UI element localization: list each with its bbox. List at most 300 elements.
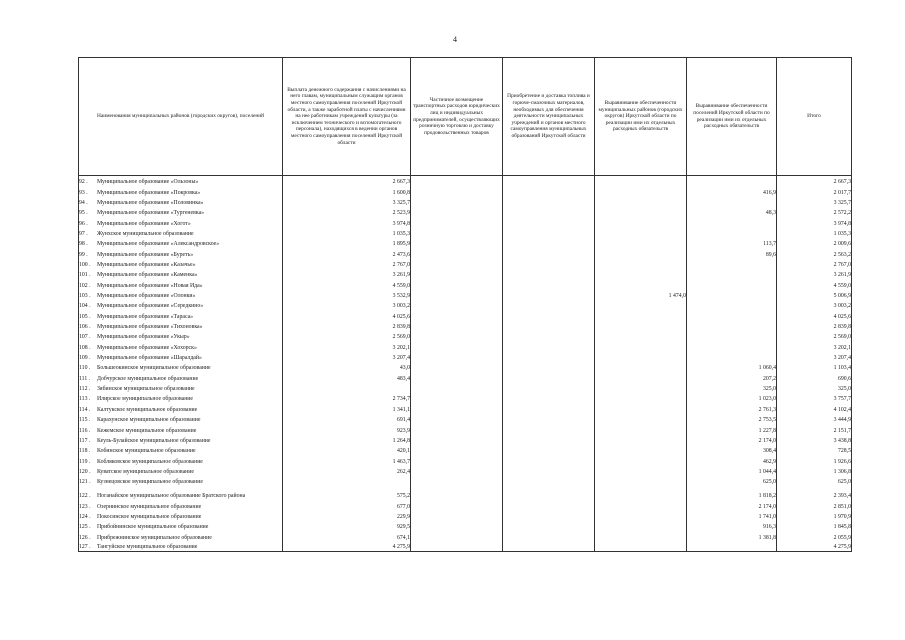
cell-c5: 207,2 — [687, 372, 777, 382]
row-name-cell — [79, 196, 283, 206]
table-body — [79, 176, 852, 552]
cell-c1: 691,4 — [283, 413, 411, 423]
cell-c4 — [595, 176, 687, 186]
cell-c4 — [595, 331, 687, 341]
row-name-cell — [79, 403, 283, 413]
cell-c1: 3 003,2 — [283, 300, 411, 310]
row-number: 120 . — [79, 468, 91, 475]
cell-c2 — [411, 258, 503, 268]
cell-c5: 1 381,8 — [687, 531, 777, 541]
cell-total: 2 563,2 — [777, 248, 852, 258]
cell-total: 4 559,0 — [777, 279, 852, 289]
row-number: 123 . — [79, 503, 91, 510]
cell-c5: 48,3 — [687, 207, 777, 217]
cell-c2 — [411, 238, 503, 248]
table-row — [79, 269, 852, 279]
cell-c5: 2 174,0 — [687, 500, 777, 510]
row-number: 105 . — [79, 313, 91, 320]
cell-total: 1 845,8 — [777, 521, 852, 531]
row-name-cell — [79, 341, 283, 351]
table-row — [79, 500, 852, 510]
cell-c1: 1 463,7 — [283, 455, 411, 465]
header-district-equalization: Выравнивание обеспеченности муниципальных районов (городских округов) Иркутской области по реализации ими их отдельных расходных обязательств — [595, 58, 687, 176]
row-name-cell — [79, 455, 283, 465]
table-row — [79, 341, 852, 351]
table-row — [79, 207, 852, 217]
row-name: Кежемское муниципальное образование — [97, 427, 197, 434]
cell-c4: 1 474,0 — [595, 289, 687, 299]
cell-c5: 1 818,2 — [687, 486, 777, 500]
row-name: Калтукское муниципальное образование — [97, 406, 198, 413]
cell-c4 — [595, 351, 687, 361]
cell-c2 — [411, 372, 503, 382]
row-number: 125 . — [79, 524, 91, 531]
cell-c3 — [503, 341, 595, 351]
table-row — [79, 196, 852, 206]
row-name-cell — [79, 382, 283, 392]
row-name: Большеокинское муниципальное образование — [97, 365, 211, 372]
cell-c3 — [503, 186, 595, 196]
row-name: Муниципальное образование «Казачье» — [97, 262, 196, 268]
cell-total: 3 757,7 — [777, 393, 852, 403]
cell-c2 — [411, 289, 503, 299]
cell-c2 — [411, 403, 503, 413]
table-row — [79, 531, 852, 541]
cell-c4 — [595, 196, 687, 206]
cell-c2 — [411, 510, 503, 520]
cell-c1: 2 523,9 — [283, 207, 411, 217]
row-number: 99 . — [79, 251, 88, 258]
row-number: 101 . — [79, 272, 91, 279]
cell-c2 — [411, 279, 503, 289]
cell-c1: 3 974,8 — [283, 217, 411, 227]
cell-c4 — [595, 531, 687, 541]
row-name: Муниципальное образование «Тургеневка» — [97, 210, 205, 217]
cell-total: 5 006,9 — [777, 289, 852, 299]
cell-c3 — [503, 310, 595, 320]
cell-c4 — [595, 382, 687, 392]
cell-total: 1 103,4 — [777, 362, 852, 372]
cell-c1: 3 202,1 — [283, 341, 411, 351]
table-row — [79, 176, 852, 186]
cell-c1: 3 261,9 — [283, 269, 411, 279]
cell-c3 — [503, 227, 595, 237]
row-name-cell — [79, 217, 283, 227]
row-number: 110 . — [79, 365, 91, 372]
cell-total: 325,0 — [777, 382, 852, 392]
row-name: Прибойнинское муниципальное образование — [97, 524, 209, 531]
cell-c4 — [595, 279, 687, 289]
header-total: Итого — [777, 58, 852, 176]
cell-c1: 929,5 — [283, 521, 411, 531]
row-number: 118 . — [79, 448, 91, 455]
row-name-cell — [79, 531, 283, 541]
row-name-cell — [79, 227, 283, 237]
row-name: Прибрежнинское муниципальное образование — [97, 534, 212, 541]
row-number: 117 . — [79, 437, 91, 444]
cell-c3 — [503, 372, 595, 382]
row-number: 92 . — [79, 179, 88, 186]
table-row — [79, 186, 852, 196]
cell-total: 3 261,9 — [777, 269, 852, 279]
cell-c5: 1 023,0 — [687, 393, 777, 403]
cell-c3 — [503, 486, 595, 500]
cell-c3 — [503, 475, 595, 485]
cell-c3 — [503, 424, 595, 434]
cell-c4 — [595, 444, 687, 454]
cell-c4 — [595, 217, 687, 227]
row-name-cell — [79, 248, 283, 258]
cell-c3 — [503, 238, 595, 248]
cell-total: 3 003,2 — [777, 300, 852, 310]
header-settlement-equalization: Выравнивание обеспеченности поселений Иркутской области по реализации ими их отдельных расходных обязательств — [687, 58, 777, 176]
cell-c3 — [503, 279, 595, 289]
cell-c5 — [687, 341, 777, 351]
table-row — [79, 475, 852, 485]
row-name-cell — [79, 320, 283, 330]
cell-c2 — [411, 351, 503, 361]
cell-total: 1 306,8 — [777, 465, 852, 475]
row-name: Кузнецовское муниципальное образование — [97, 479, 203, 486]
cell-c2 — [411, 455, 503, 465]
cell-total: 1 970,9 — [777, 510, 852, 520]
cell-total: 2 151,7 — [777, 424, 852, 434]
cell-c1: 4 559,0 — [283, 279, 411, 289]
row-name-cell — [79, 475, 283, 485]
cell-c1: 43,0 — [283, 362, 411, 372]
cell-c2 — [411, 227, 503, 237]
cell-c3 — [503, 500, 595, 510]
row-number: 111 . — [79, 375, 91, 382]
cell-c3 — [503, 465, 595, 475]
cell-c4 — [595, 186, 687, 196]
cell-total: 728,5 — [777, 444, 852, 454]
cell-c5 — [687, 269, 777, 279]
cell-c4 — [595, 269, 687, 279]
row-number: 97 . — [79, 230, 88, 237]
cell-c3 — [503, 455, 595, 465]
row-name: Кеуль-Булайское муниципальное образование — [97, 437, 211, 444]
cell-c5 — [687, 310, 777, 320]
cell-c2 — [411, 310, 503, 320]
row-name: Илирское муниципальное образование — [97, 396, 193, 403]
cell-c2 — [411, 465, 503, 475]
cell-c3 — [503, 176, 595, 186]
table-row — [79, 541, 852, 551]
cell-c2 — [411, 434, 503, 444]
cell-c4 — [595, 393, 687, 403]
cell-total: 690,6 — [777, 372, 852, 382]
cell-c3 — [503, 217, 595, 227]
table-row — [79, 510, 852, 520]
cell-c5: 308,4 — [687, 444, 777, 454]
cell-c3 — [503, 541, 595, 551]
row-name-cell — [79, 486, 283, 500]
row-name: Кобляковское муниципальное образование — [97, 458, 203, 465]
cell-c3 — [503, 403, 595, 413]
row-name: Покосинское муниципальное образование — [97, 513, 202, 520]
cell-c5: 1 044,4 — [687, 465, 777, 475]
cell-c1: 674,1 — [283, 531, 411, 541]
cell-c1 — [283, 475, 411, 485]
header-fuel: Приобретение и доставка топлива и горюче-смазочных материалов, необходимых для обеспечения деятельности муниципальных учреждений и органов местного самоуправления муниципальных образований Иркутской области — [503, 58, 595, 176]
row-number: 122 . — [79, 493, 91, 500]
cell-c5: 462,9 — [687, 455, 777, 465]
cell-c1: 2 569,0 — [283, 331, 411, 341]
cell-c2 — [411, 500, 503, 510]
table-row — [79, 434, 852, 444]
cell-c1: 3 532,9 — [283, 289, 411, 299]
cell-total: 2 572,2 — [777, 207, 852, 217]
header-salary: Выплата денежного содержания с начислениями на него главам, муниципальным служащим органов местного самоуправления поселений Иркутской области, а также заработной платы с начислениями на нее работникам учреждений культуры (за исключением технического и вспомогательного персонала), находящихся в ведении органов местного самоуправления поселений Иркутской области — [283, 58, 411, 176]
table-row — [79, 372, 852, 382]
cell-c5: 416,9 — [687, 186, 777, 196]
row-number: 100 . — [79, 262, 91, 268]
cell-c1: 2 667,3 — [283, 176, 411, 186]
table-row — [79, 289, 852, 299]
cell-total: 3 444,9 — [777, 413, 852, 423]
cell-c5: 625,0 — [687, 475, 777, 485]
row-name-cell — [79, 500, 283, 510]
subsidy-table — [78, 57, 852, 552]
cell-c3 — [503, 300, 595, 310]
cell-c1: 1 895,9 — [283, 238, 411, 248]
cell-c2 — [411, 207, 503, 217]
cell-c1: 483,4 — [283, 372, 411, 382]
cell-c4 — [595, 424, 687, 434]
cell-c4 — [595, 475, 687, 485]
cell-c1: 1 600,8 — [283, 186, 411, 196]
cell-c3 — [503, 269, 595, 279]
row-name: Ноганайское муниципальное образование Братского района — [97, 493, 246, 500]
row-number: 127 . — [79, 544, 91, 551]
row-name-cell — [79, 269, 283, 279]
row-number: 107 . — [79, 334, 91, 341]
cell-total: 1 926,6 — [777, 455, 852, 465]
cell-c1: 3 325,7 — [283, 196, 411, 206]
row-name: Муниципальное образование «Середкино» — [97, 303, 204, 310]
cell-c2 — [411, 413, 503, 423]
row-name-cell — [79, 238, 283, 248]
cell-c5 — [687, 227, 777, 237]
row-number: 124 . — [79, 513, 91, 520]
row-name: Карахунское муниципальное образование — [97, 417, 201, 424]
table-row — [79, 382, 852, 392]
cell-c4 — [595, 455, 687, 465]
cell-c1: 2 839,8 — [283, 320, 411, 330]
table-row — [79, 351, 852, 361]
row-name: Муниципальное образование «Александровское» — [97, 241, 220, 248]
cell-total: 4 025,6 — [777, 310, 852, 320]
cell-c1: 923,9 — [283, 424, 411, 434]
table-row — [79, 217, 852, 227]
row-name-cell — [79, 310, 283, 320]
row-name-cell — [79, 393, 283, 403]
cell-c2 — [411, 176, 503, 186]
cell-c4 — [595, 320, 687, 330]
cell-c1: 1 264,8 — [283, 434, 411, 444]
row-name-cell — [79, 372, 283, 382]
cell-c5 — [687, 258, 777, 268]
cell-c4 — [595, 372, 687, 382]
cell-c1: 229,9 — [283, 510, 411, 520]
row-name: Муниципальное образование «Тихоновка» — [97, 324, 203, 331]
table-row — [79, 258, 852, 268]
cell-c2 — [411, 393, 503, 403]
row-number: 115 . — [79, 417, 91, 424]
cell-c4 — [595, 300, 687, 310]
row-name-cell — [79, 279, 283, 289]
row-name-cell — [79, 521, 283, 531]
row-name-cell — [79, 186, 283, 196]
row-number: 116 . — [79, 427, 91, 434]
cell-c2 — [411, 531, 503, 541]
cell-c5: 113,7 — [687, 238, 777, 248]
row-number: 103 . — [79, 293, 91, 300]
cell-c4 — [595, 500, 687, 510]
cell-c1: 1 341,1 — [283, 403, 411, 413]
header-name: Наименования муниципальных районов (городских округов), поселений — [79, 58, 283, 176]
cell-c4 — [595, 238, 687, 248]
row-name: Муниципальное образование «Буреть» — [97, 251, 194, 258]
cell-c2 — [411, 424, 503, 434]
row-number: 113 . — [79, 396, 91, 403]
table-row — [79, 279, 852, 289]
table-row — [79, 227, 852, 237]
row-name: Муниципальное образование «Шаралдай» — [97, 355, 202, 362]
row-name: Зябинское муниципальное образование — [97, 386, 195, 393]
row-number: 119 . — [79, 458, 91, 465]
cell-total: 3 438,8 — [777, 434, 852, 444]
table-row — [79, 393, 852, 403]
cell-c1: 575,2 — [283, 486, 411, 500]
cell-total: 2 055,9 — [777, 531, 852, 541]
cell-c3 — [503, 331, 595, 341]
cell-c3 — [503, 531, 595, 541]
row-number: 121 . — [79, 479, 91, 486]
row-name: Муниципальное образование «Хохорск» — [97, 344, 197, 351]
row-number: 98 . — [79, 241, 88, 248]
row-name: Муниципальное образование «Укыр» — [97, 334, 190, 341]
cell-total: 2 569,0 — [777, 331, 852, 341]
cell-c5 — [687, 300, 777, 310]
cell-c2 — [411, 186, 503, 196]
row-name: Муниципальное образование «Тараса» — [97, 313, 194, 320]
cell-c3 — [503, 258, 595, 268]
cell-c4 — [595, 310, 687, 320]
cell-total: 3 974,8 — [777, 217, 852, 227]
row-name-cell — [79, 258, 283, 268]
row-name: Тангуйское муниципальное образование — [97, 544, 198, 551]
cell-c4 — [595, 465, 687, 475]
cell-c5 — [687, 541, 777, 551]
cell-c4 — [595, 541, 687, 551]
cell-c4 — [595, 227, 687, 237]
cell-c2 — [411, 269, 503, 279]
cell-total: 4 275,9 — [777, 541, 852, 551]
cell-c3 — [503, 393, 595, 403]
cell-c5: 1 060,4 — [687, 362, 777, 372]
table-row — [79, 521, 852, 531]
cell-c3 — [503, 521, 595, 531]
row-name-cell — [79, 510, 283, 520]
cell-c4 — [595, 403, 687, 413]
cell-c5: 1 741,0 — [687, 510, 777, 520]
cell-total: 625,0 — [777, 475, 852, 485]
cell-c2 — [411, 320, 503, 330]
row-name-cell — [79, 424, 283, 434]
cell-c3 — [503, 196, 595, 206]
cell-c5: 1 227,8 — [687, 424, 777, 434]
cell-c1: 677,0 — [283, 500, 411, 510]
cell-c5: 916,3 — [687, 521, 777, 531]
cell-c4 — [595, 521, 687, 531]
table-row — [79, 444, 852, 454]
cell-c3 — [503, 362, 595, 372]
table-row — [79, 413, 852, 423]
cell-c2 — [411, 382, 503, 392]
row-number: 102 . — [79, 282, 91, 289]
cell-c4 — [595, 341, 687, 351]
cell-c2 — [411, 444, 503, 454]
cell-c1: 4 025,6 — [283, 310, 411, 320]
cell-c2 — [411, 362, 503, 372]
row-name-cell — [79, 300, 283, 310]
row-name: Муниципальное образование «Хогот» — [97, 220, 191, 227]
row-name: Добчурское муниципальное образование — [97, 375, 199, 382]
table-row — [79, 248, 852, 258]
page-number: 4 — [453, 35, 457, 44]
table-row — [79, 300, 852, 310]
cell-c4 — [595, 510, 687, 520]
cell-c4 — [595, 434, 687, 444]
cell-total: 2 009,6 — [777, 238, 852, 248]
cell-c4 — [595, 248, 687, 258]
table-row — [79, 455, 852, 465]
cell-c4 — [595, 486, 687, 500]
table-row — [79, 310, 852, 320]
row-name-cell — [79, 465, 283, 475]
cell-c3 — [503, 351, 595, 361]
row-number: 126 . — [79, 534, 91, 541]
row-number: 106 . — [79, 324, 91, 331]
row-name: Муниципальное образование «Каменка» — [97, 272, 198, 279]
row-name-cell — [79, 176, 283, 186]
cell-total: 3 325,7 — [777, 196, 852, 206]
row-name: Муниципальное образование «Новая Ида» — [97, 282, 203, 289]
cell-total: 3 207,4 — [777, 351, 852, 361]
cell-total: 2 393,4 — [777, 486, 852, 500]
row-name: Муниципальное образование «Олонки» — [97, 293, 196, 300]
cell-c2 — [411, 521, 503, 531]
cell-c3 — [503, 413, 595, 423]
row-number: 96 . — [79, 220, 88, 227]
table-row — [79, 331, 852, 341]
row-name-cell — [79, 413, 283, 423]
table-row — [79, 465, 852, 475]
cell-c3 — [503, 289, 595, 299]
cell-c1: 1 035,3 — [283, 227, 411, 237]
row-name: Куватское муниципальное образование — [97, 468, 194, 475]
table-header — [79, 58, 852, 176]
row-name-cell — [79, 362, 283, 372]
cell-c1: 420,1 — [283, 444, 411, 454]
cell-total: 2 851,0 — [777, 500, 852, 510]
cell-c5 — [687, 331, 777, 341]
cell-c2 — [411, 341, 503, 351]
table-row — [79, 424, 852, 434]
row-name-cell — [79, 331, 283, 341]
